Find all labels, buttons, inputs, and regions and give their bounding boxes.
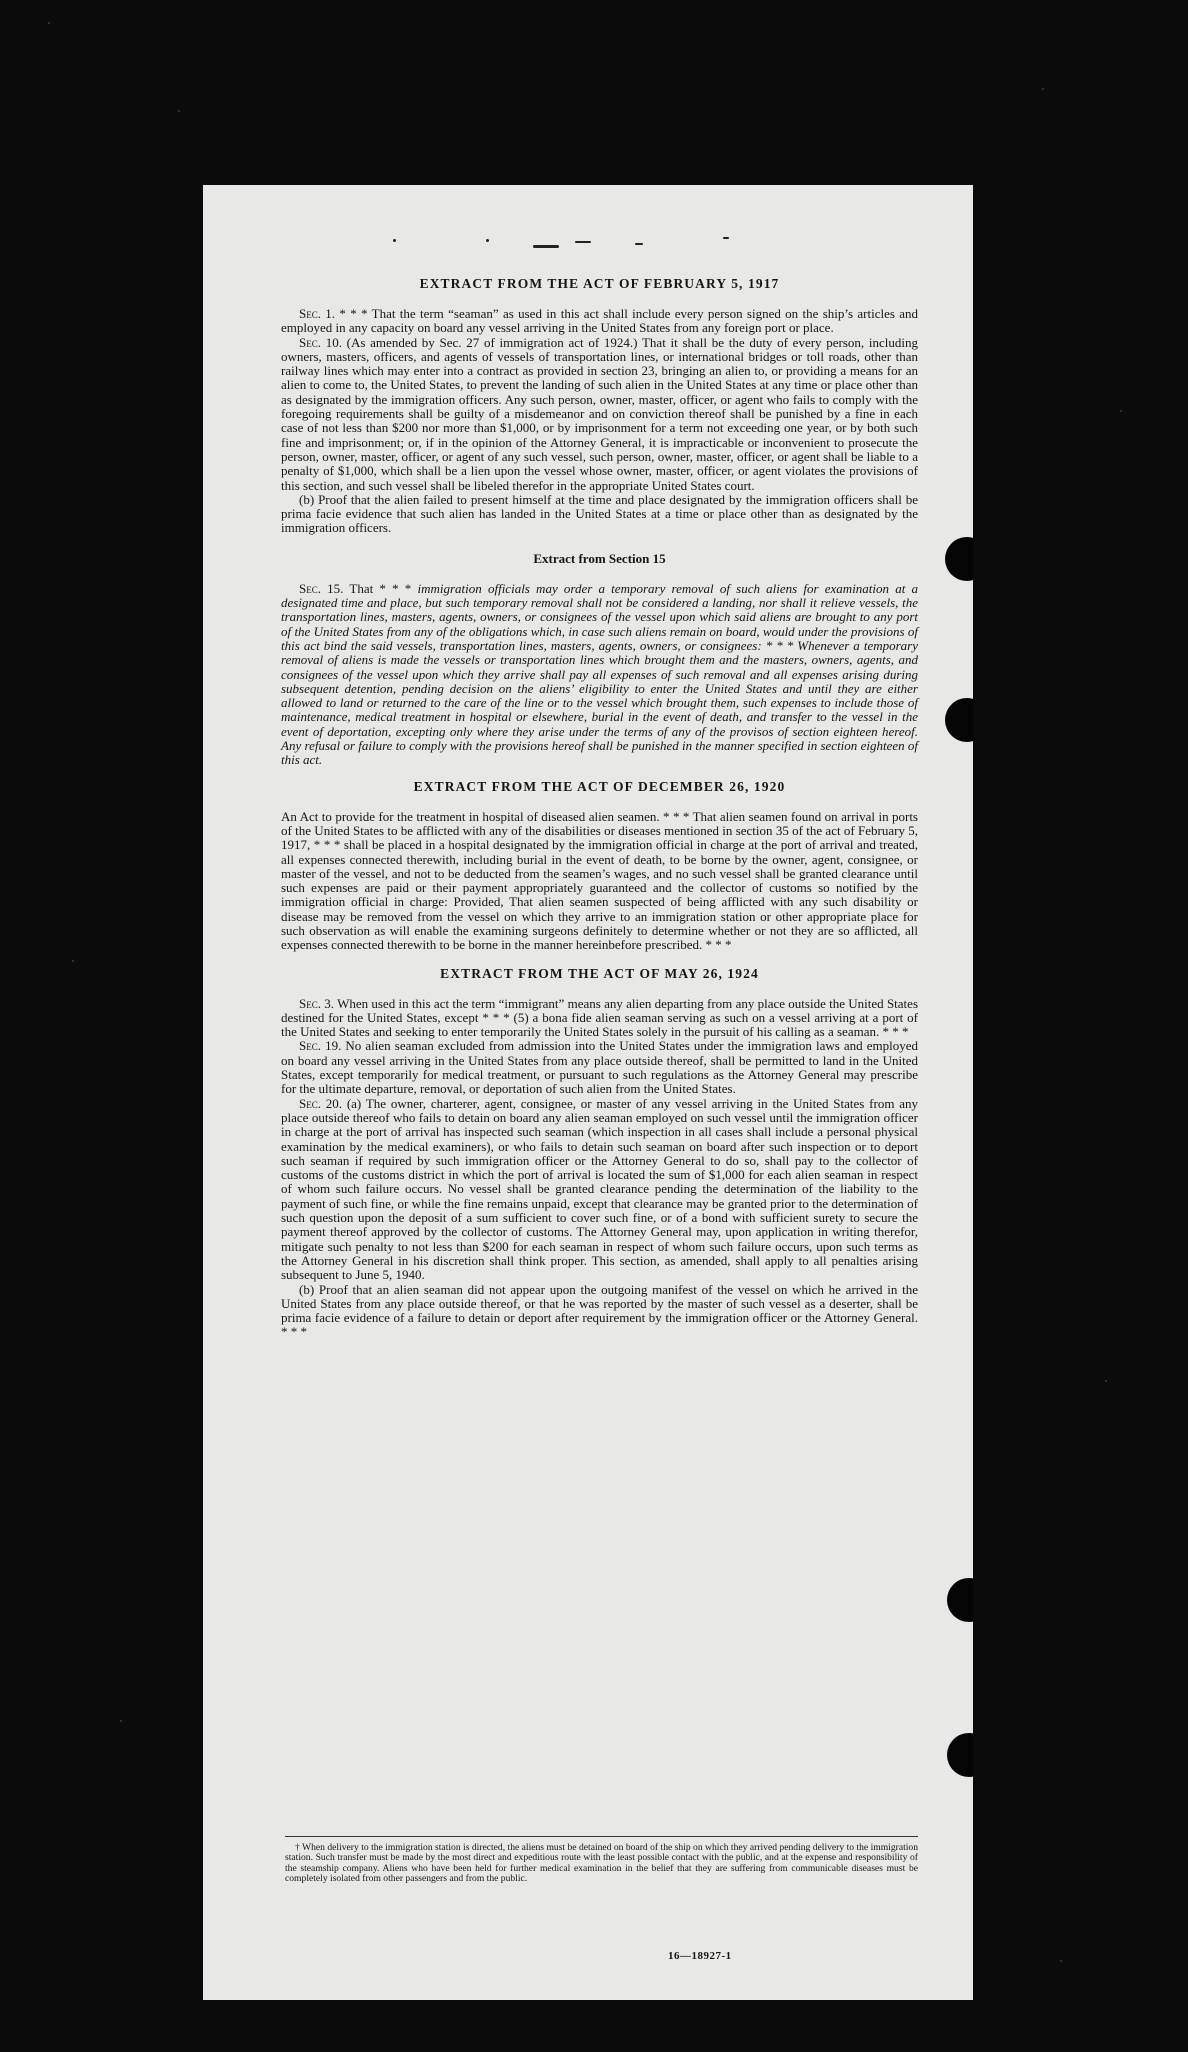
heading-act-1924: EXTRACT FROM THE ACT OF MAY 26, 1924 <box>440 965 759 981</box>
section-19 <box>281 1039 918 1096</box>
punch-hole-2 <box>945 698 973 742</box>
footnote-text: † When delivery to the immigration station is directed, the aliens must be detained on board of the ship on which they arrived pending delivery to the immigration station. Such transfer must be made by the most direct and expeditious route with the least possible contact with the public, and at the expense and responsibility of the steamship company. Aliens who have been held for further medical examination in the belief that they are suffering from communicable diseases must be completely isolated from other passengers and from the public. <box>285 1842 918 1884</box>
heading-section-15: Extract from Section 15 <box>533 550 666 566</box>
footnote-divider <box>285 1836 918 1837</box>
section-3-label: Sec. 3. <box>299 995 335 1011</box>
document-page <box>203 185 973 2000</box>
punch-hole-4 <box>947 1733 973 1777</box>
section-20 <box>281 1097 918 1283</box>
act-1920-text: An Act to provide for the treatment in hospital of diseased alien seamen. * * * That alien seamen found on arrival in ports of the United States to be afflicted with any of the disabilities or diseases mentioned in section 35 of the act of February 5, 1917, * * * shall be placed in a hospital designated by the immigration official in charge at the port of arrival and treated, all expenses connected therewith, including burial in the event of death, to be borne by the owner, agent, consignee, or master of the vessel, and not to be deducted from the seamen’s wages, and no such vessel shall be granted clearance until such expenses are paid or their payment appropriately guaranteed and the collector of customs so notified by the immigration official in charge: Provided, That alien seamen suspected of being afflicted with any such disability or disease may be removed from the vessel on which they arrive to an immigration station or other appropriate place for such observation as will enable the examining surgeons definitely to determine whether or not they are so afflicted, all expenses connected therewith to be borne in the manner hereinbefore prescribed. * * * <box>281 808 918 953</box>
form-number: 16—18927-1 <box>668 1950 732 1962</box>
section-15-lead: That * * * <box>349 580 412 596</box>
section-10-text: (As amended by Sec. 27 of immigration act of 1924.) That it shall be the duty of every person, including owners, masters, officers, and agents of vessels of transportation lines, or international bridges or toll roads, other than railway lines which may enter into a contract as provided in section 23, bringing an alien to, or providing a means for an alien to come to, the United States, to prevent the landing of such alien in the United States at any time or place other than as designated by the immigration officers. Any such person, owner, master, officer, or agent who fails to comply with the foregoing requirements shall be guilty of a misdemeanor and on conviction thereof shall be punished by a fine in each case of not less than $200 nor more than $1,000, or by imprisonment for a term not exceeding one year, or by both such fine and imprisonment; or, if in the opinion of the Attorney General, it is impracticable or inconvenient to prosecute the person, owner, master, officer, or agent of any such vessel, such person, owner, master, officer, or agent shall be liable to a penalty of $1,000, which shall be a lien upon the vessel whose owner, master, officer, or agent violates the provisions of this section, and such vessel shall be libeled therefor in the appropriate United States court. <box>281 334 919 493</box>
section-20-label: Sec. 20. <box>299 1095 343 1111</box>
section-15-text: immigration officials may order a temporary removal of such aliens for examination at a designated time and place, but such temporary removal shall not be considered a landing, nor shall it relieve vessels, the transportation lines, masters, agents, owners, or consignees of the vessel upon which said aliens are brought to any port of the United States from any of the obligations which, in case such aliens remain on board, would under the provisions of this act bind the said vessels, transportation lines, masters, agents, owners, or consignees: * * * Whenever a temporary removal of aliens is made the vessels or transportation lines which brought them and the masters, owners, agents, and consignees of the vessel upon which they arrive shall pay all expenses of such removal and all expenses arising during subsequent detention, pending decision on the aliens’ eligibility to enter the United States and until they are either allowed to land or returned to the care of the line or to the vessel which brought them, such expenses to include those of maintenance, medical treatment in hospital or elsewhere, burial in the event of death, and transfer to the vessel in the event of deportation, excepting only where they arise under the terms of any of the provisos of section eighteen hereof. Any refusal or failure to comply with the provisions hereof shall be punished in the manner specified in section eighteen of this act. <box>281 580 919 768</box>
section-3-text: When used in this act the term “immigrant” means any alien departing from any place outside the United States destined for the United States, except * * * (5) a bona fide alien seaman serving as such on a vessel arriving at a port of the United States and seeking to enter temporarily the United States solely in the pursuit of his calling as a seaman. * * * <box>281 995 918 1040</box>
section-20-text: (a) The owner, charterer, agent, consignee, or master of any vessel arriving in the United States from any place outside thereof who fails to detain on board any alien seaman employed on such vessel until the immigration officer in charge at the port of arrival has inspected such seaman (which inspection in all cases shall include a personal physical examination by the medical examiners), or who fails to detain such seaman on board after such inspection or to deport such seaman if required by such immigration officer or the Attorney General to do so, shall pay to the collector of customs of the customs district in which the port of arrival is located the sum of $1,000 for each alien seaman in respect of whom such failure occurs. No vessel shall be granted clearance pending the determination of the liability to the payment of such fine, or while the fine remains unpaid, except that clearance may be granted prior to the determination of such question upon the deposit of a sum sufficient to cover such fine, or of a bond with sufficient surety to secure the payment thereof approved by the collector of customs. The Attorney General may, upon application in writing therefor, mitigate such penalty to not less than $200 for each seaman in respect of whom such failure occurs, upon such terms as the Attorney General in his discretion shall think proper. This section, as amended, shall apply to all penalties arising subsequent to June 5, 1940. <box>281 1095 918 1283</box>
section-1 <box>281 307 918 336</box>
section-1-label: Sec. 1. <box>299 306 336 321</box>
section-3 <box>281 997 918 1040</box>
section-10-label: Sec. 10. <box>299 334 342 350</box>
section-10-b: (b) Proof that the alien failed to present himself at the time and place designated by the immigration officers shall be prima facie evidence that such alien has landed in the United States at a time or place other than as designated by the immigration officers. <box>281 491 918 536</box>
section-10 <box>281 336 918 493</box>
print-marks <box>203 233 973 253</box>
section-19-label: Sec. 19. <box>299 1038 342 1054</box>
section-15-label: Sec. 15. <box>299 580 344 596</box>
section-15 <box>281 582 918 768</box>
heading-act-1917: EXTRACT FROM THE ACT OF FEBRUARY 5, 1917 <box>419 276 780 291</box>
heading-act-1920: EXTRACT FROM THE ACT OF DECEMBER 26, 1920 <box>413 778 786 794</box>
section-1-text: * * * That the term “seaman” as used in this act shall include every person signed on the ship’s articles and employed in any capacity on board any vessel arriving in the United States from any foreign port or place. <box>281 306 918 336</box>
footnote <box>285 1843 918 1884</box>
section-20-b: (b) Proof that an alien seaman did not appear upon the outgoing manifest of the vessel on which he arrived in the United States from any place outside thereof, or that he was reported by the master of such vessel as a deserter, shall be prima facie evidence of a failure to detain or deport after requirement by the immigration officer or the Attorney General. * * * <box>281 1281 918 1340</box>
section-19-text: No alien seaman excluded from admission into the United States under the immigration laws and employed on board any vessel arriving in the United States from any place outside thereof, shall be permitted to land in the United States, except temporarily for medical treatment, or pursuant to such regulations as the Attorney General may prescribe for the ultimate departure, removal, or deportation of such alien from the United States. <box>281 1038 919 1097</box>
punch-hole-1 <box>945 537 973 581</box>
punch-hole-3 <box>947 1578 973 1622</box>
